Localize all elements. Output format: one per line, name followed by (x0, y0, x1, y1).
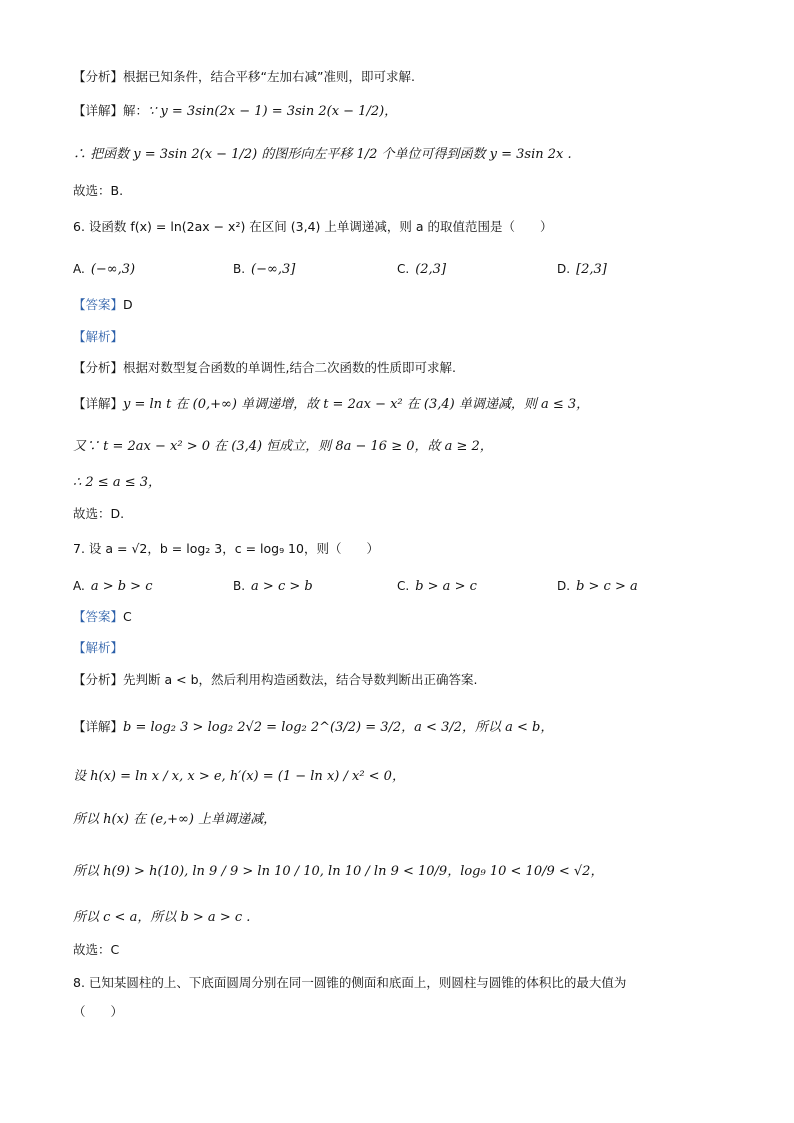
detail-tag: 【详解】 (73, 396, 124, 411)
answer-value: C (123, 609, 132, 624)
question-6 (73, 217, 553, 238)
solution-line (73, 473, 161, 493)
question-7 (73, 539, 379, 560)
solution-line (73, 437, 493, 457)
math-expression: 所以 h(x) 在 (e,+∞) 上单调递减， (73, 812, 277, 827)
answer-line (73, 607, 132, 628)
detail-tag: 【详解】 (73, 103, 124, 118)
math-expression: y = ln t 在 (0,+∞) 单调递增，故 t = 2ax − x² 在 (3,4) 单调递减，则 a ≤ 3， (123, 397, 590, 412)
answer-line (73, 295, 133, 316)
explanation-line (73, 638, 123, 659)
solution-line (73, 862, 603, 882)
detail-tag: 【详解】 (73, 719, 124, 734)
blank-parentheses: （ ） (73, 1004, 124, 1019)
option-b: B. a > c > b (233, 579, 313, 594)
choice-text: 故选：D. (73, 506, 125, 521)
answer-value: D (123, 297, 133, 312)
analysis-text: 先判断 a < b，然后利用构造函数法，结合导数判断出正确答案. (123, 672, 478, 687)
explanation-line (73, 327, 123, 348)
analysis-tag: 【分析】 (73, 672, 124, 687)
detail-text: 解： (123, 103, 149, 118)
math-expression: b = log₂ 3 > log₂ 2√2 = log₂ 2^(3/2) = 3/2，a < 3/2，所以 a < b， (123, 720, 554, 735)
analysis-tag: 【分析】 (73, 360, 124, 375)
math-expression: 设 h(x) = ln x / x, x > e, h′(x) = (1 − ln x) / x² < 0， (73, 769, 405, 784)
solution-line (73, 810, 276, 830)
choice-line (73, 940, 119, 961)
detail-line (73, 717, 553, 738)
option-a: A. a > b > c (73, 579, 153, 594)
question-text: 8. 已知某圆柱的上、下底面圆周分别在同一圆锥的侧面和底面上，则圆柱与圆锥的体积比的最大值为 (73, 975, 627, 990)
explanation-tag: 【解析】 (73, 640, 124, 655)
question-text: 7. 设 a = √2，b = log₂ 3，c = log₉ 10，则（ ） (73, 541, 379, 556)
solution-line (73, 145, 572, 165)
analysis-tag: 【分析】 (73, 69, 124, 84)
analysis-text: 根据已知条件，结合平移“左加右减”准则，即可求解. (123, 69, 415, 84)
choice-line (73, 181, 123, 202)
analysis-line (73, 670, 477, 691)
option-b: B. (−∞,3] (233, 262, 296, 277)
detail-line (73, 101, 397, 122)
choice-text: 故选：C (73, 942, 120, 957)
math-expression: 所以 c < a，所以 b > a > c . (73, 910, 251, 925)
option-c: C. (2,3] (397, 262, 447, 277)
question-8-options-placeholder (73, 1002, 123, 1023)
option-c: C. b > a > c (397, 579, 477, 594)
math-expression: 又∵ t = 2ax − x² > 0 在 (3,4) 恒成立，则 8a − 16 ≥ 0，故 a ≥ 2， (73, 439, 493, 454)
answer-tag: 【答案】 (73, 609, 124, 624)
explanation-tag: 【解析】 (73, 329, 124, 344)
analysis-text: 根据对数型复合函数的单调性,结合二次函数的性质即可求解. (123, 360, 456, 375)
question-text: 6. 设函数 f(x) = ln(2ax − x²) 在区间 (3,4) 上单调递减，则 a 的取值范围是（ ） (73, 219, 553, 234)
choice-line (73, 504, 124, 525)
math-expression: ∴ 2 ≤ a ≤ 3， (73, 475, 162, 490)
option-d: D. [2,3] (557, 262, 607, 277)
answer-tag: 【答案】 (73, 297, 124, 312)
question-8 (73, 973, 626, 994)
analysis-line (73, 67, 415, 88)
detail-line (73, 394, 589, 415)
solution-line (73, 908, 250, 928)
option-a: A. (−∞,3) (73, 262, 136, 277)
math-expression: ∴ 把函数 y = 3sin 2(x − 1/2) 的图形向左平移 1/2 个单位可得到函数 y = 3sin 2x . (73, 147, 572, 162)
analysis-line (73, 358, 456, 379)
choice-text: 故选：B. (73, 183, 124, 198)
math-expression: ∵ y = 3sin(2x − 1) = 3sin 2(x − 1/2)， (148, 104, 398, 119)
math-expression: 所以 h(9) > h(10), ln 9 / 9 > ln 10 / 10, ln 10 / ln 9 < 10/9，log₉ 10 < 10/9 < √2， (73, 864, 604, 879)
solution-line (73, 767, 405, 787)
option-d: D. b > c > a (557, 579, 638, 594)
